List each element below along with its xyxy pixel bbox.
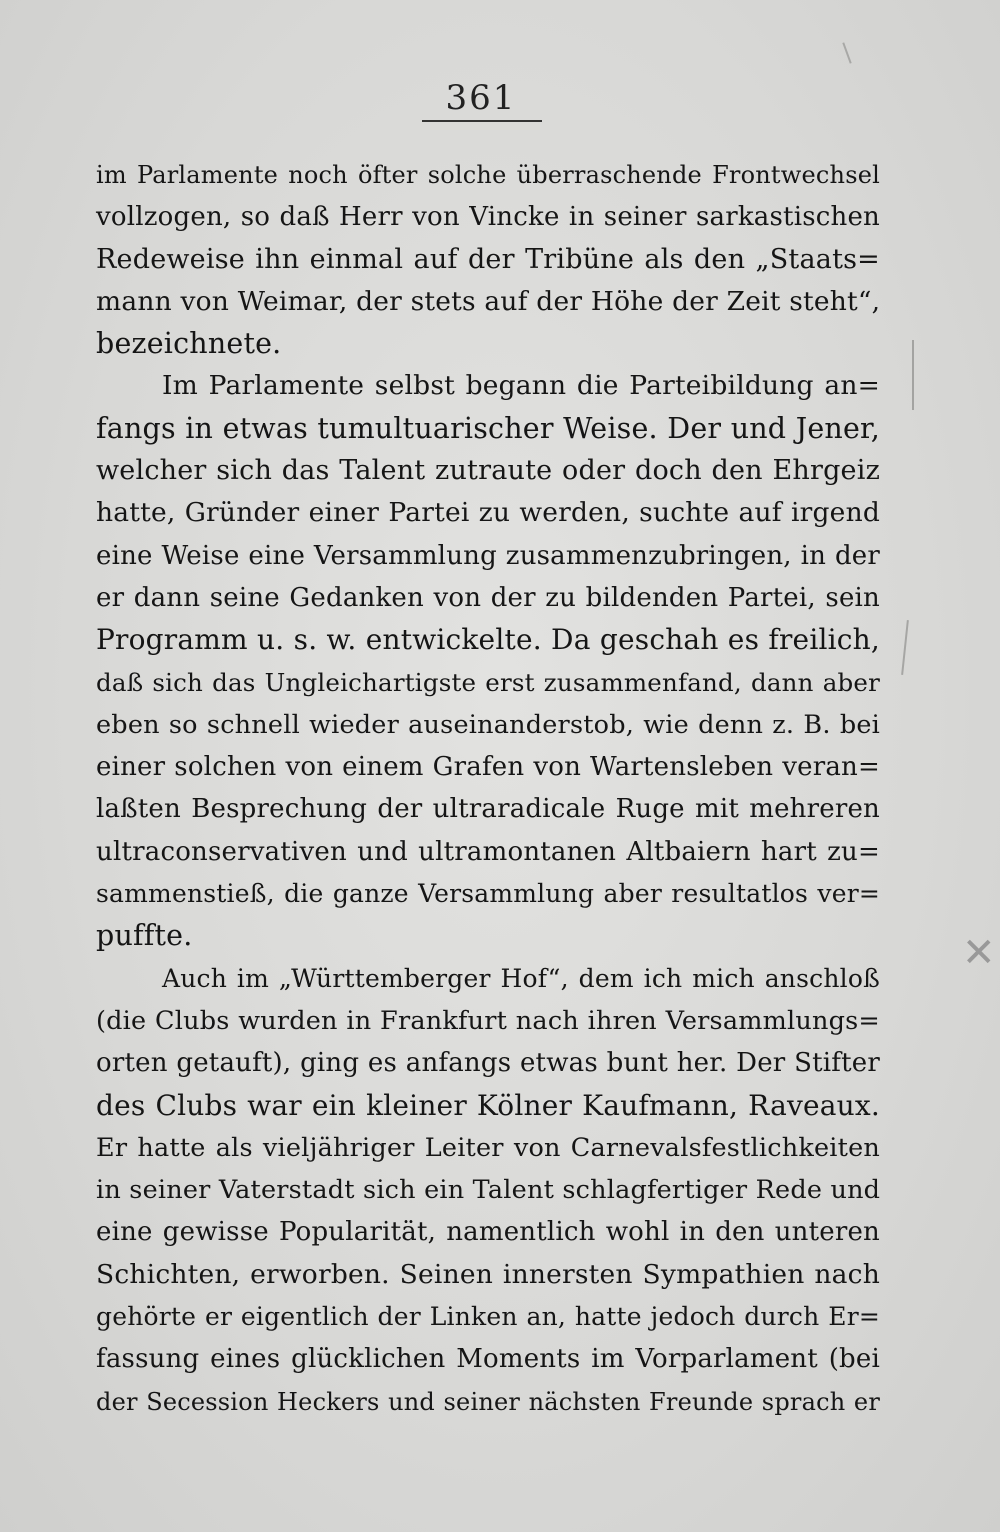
- text-line: Schichten, erworben. Seinen innersten Sympathien nach: [96, 1258, 880, 1290]
- text-line: bezeichnete.: [96, 327, 282, 361]
- margin-pencil-mark: ✕: [962, 930, 996, 976]
- text-line: laßten Besprechung der ultraradicale Ruge mit mehreren: [96, 794, 880, 825]
- text-line: puffte.: [96, 919, 193, 953]
- text-line: Auch im „Württemberger Hof“, dem ich mich anschloß: [162, 963, 880, 993]
- text-line: fangs in etwas tumultuarischer Weise. Der und Jener,: [96, 411, 880, 445]
- text-line: Programm u. s. w. entwickelte. Da geschah es freilich,: [96, 623, 880, 657]
- text-line: Redeweise ihn einmal auf der Tribüne als den „Staats=: [96, 243, 880, 275]
- text-line: der Secession Heckers und seiner nächsten Freunde sprach er: [96, 1387, 880, 1416]
- text-line: daß sich das Ungleichartigste erst zusammenfand, dann aber: [96, 667, 880, 697]
- text-line: er dann seine Gedanken von der zu bildenden Partei, sein: [96, 582, 880, 613]
- text-line: einer solchen von einem Grafen von Wartensleben veran=: [96, 752, 880, 783]
- text-line: fassung eines glücklichen Moments im Vorparlament (bei: [96, 1344, 880, 1375]
- text-line: des Clubs war ein kleiner Kölner Kaufmann, Raveaux.: [96, 1088, 880, 1122]
- text-line: vollzogen, so daß Herr von Vincke in seiner sarkastischen: [96, 202, 880, 233]
- margin-pencil-line: [912, 340, 914, 410]
- text-line: Im Parlamente selbst begann die Parteibildung an=: [162, 370, 880, 402]
- text-line: gehörte er eigentlich der Linken an, hatte jedoch durch Er=: [96, 1302, 880, 1332]
- page-number-rule: [422, 120, 542, 122]
- text-line: eine gewisse Popularität, namentlich wohl in den unteren: [96, 1217, 880, 1248]
- text-line: eben so schnell wieder auseinanderstob, wie denn z. B. bei: [96, 709, 880, 740]
- text-line: sammenstieß, die ganze Versammlung aber resultatlos ver=: [96, 879, 880, 909]
- body-text: [96, 154, 880, 1423]
- text-line: mann von Weimar, der stets auf der Höhe der Zeit steht“,: [96, 285, 881, 317]
- text-line: hatte, Gründer einer Partei zu werden, suchte auf irgend: [96, 497, 880, 529]
- text-line: ultraconservativen und ultramontanen Altbaiern hart zu=: [96, 836, 880, 867]
- margin-pencil-line: [901, 620, 909, 675]
- text-line: im Parlamente noch öfter solche überraschende Frontwechsel: [96, 161, 880, 189]
- text-line: welcher sich das Talent zutraute oder doch den Ehrgeiz: [96, 455, 880, 487]
- text-line: (die Clubs wurden in Frankfurt nach ihren Versammlungs=: [96, 1005, 880, 1036]
- text-line: Er hatte als vieljähriger Leiter von Carnevalsfestlichkeiten: [96, 1132, 880, 1163]
- text-line: eine Weise eine Versammlung zusammenzubringen, in der: [96, 540, 880, 571]
- text-line: orten getauft), ging es anfangs etwas bunt her. Der Stifter: [96, 1048, 880, 1079]
- page-number: 361: [445, 78, 517, 118]
- margin-pencil-tick: [842, 42, 851, 63]
- text-line: in seiner Vaterstadt sich ein Talent schlagfertiger Rede und: [96, 1175, 881, 1206]
